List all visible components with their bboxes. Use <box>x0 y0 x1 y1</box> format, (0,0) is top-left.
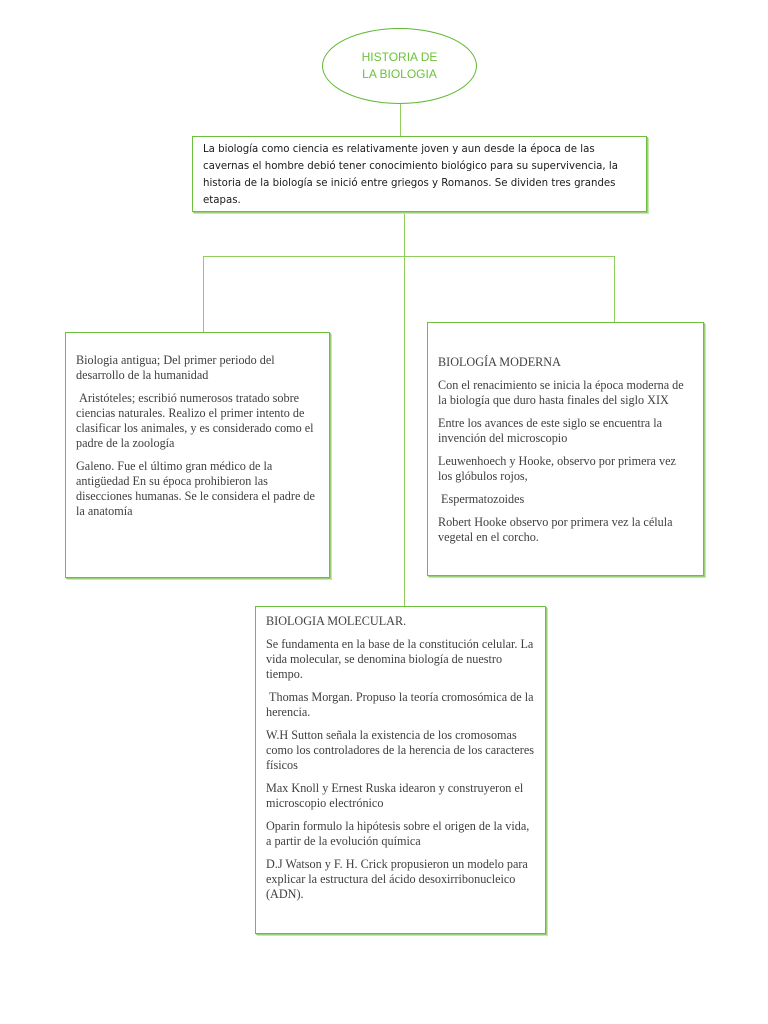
espermatozoides-text: Espermatozoides <box>438 492 525 506</box>
molecular-biology-node <box>255 606 546 934</box>
modern-biology-node <box>427 322 704 576</box>
intro-text: La biología como ciencia es relativamente joven y aun desde la época de las cavernas el hombre debió tener conocimiento biológico para su supervivencia, la historia de la biología se inició entre griegos y Romanos. Se dividen tres grandes etapas. <box>203 144 618 206</box>
title-node <box>322 28 477 104</box>
sutton-text: W.H Sutton señala la existencia de los cromosomas como los controladores de la herencia de los caracteres físicos <box>266 728 535 772</box>
connector-title-to-intro <box>400 104 401 136</box>
galeno-text: Galeno. Fue el último gran médico de la antigüedad En su época prohibieron las disecciones humanas. Se le considera el padre de la anatomía <box>76 459 315 518</box>
ancient-biology-heading: Biologia antigua; Del primer periodo del desarrollo de la humanidad <box>76 353 275 382</box>
connector-branch-left <box>203 256 204 332</box>
microscopio-text: Entre los avances de este siglo se encuentra la invención del microscopio <box>438 416 663 445</box>
watson-crick-text: D.J Watson y F. H. Crick propusieron un modelo para explicar la estructura del ácido desoxirribonucleico (ADN). <box>266 857 528 901</box>
intro-node <box>192 136 647 212</box>
oparin-text: Oparin formulo la hipótesis sobre el origen de la vida, a partir de la evolución química <box>266 819 530 848</box>
knoll-ruska-text: Max Knoll y Ernest Ruska idearon y construyeron el microscopio electrónico <box>266 781 524 810</box>
connector-branch-right <box>614 256 615 322</box>
title-line-2: LA BIOLOGIA <box>362 67 437 81</box>
robert-hooke-text: Robert Hooke observo por primera vez la célula vegetal en el corcho. <box>438 515 673 544</box>
connector-branch-horizontal <box>203 256 614 257</box>
aristoteles-text: Aristóteles; escribió numerosos tratado sobre ciencias naturales. Realizo el primer intento de clasificar los animales, y es considerado como el padre de la zoología <box>76 391 317 450</box>
thomas-morgan-text: Thomas Morgan. Propuso la teoría cromosómica de la herencia. <box>266 690 537 719</box>
ancient-biology-node <box>65 332 330 578</box>
title-line-1: HISTORIA DE <box>361 50 438 64</box>
modern-biology-heading: BIOLOGÍA MODERNA <box>438 355 561 369</box>
leuwenhoech-text: Leuwenhoech y Hooke, observo por primera vez los glóbulos rojos, <box>438 454 676 483</box>
constitucion-celular-text: Se fundamenta en la base de la constitución celular. La vida molecular, se denomina biología de nuestro tiempo. <box>266 637 534 681</box>
connector-intro-to-bottom <box>404 212 405 606</box>
molecular-biology-heading: BIOLOGIA MOLECULAR. <box>266 614 407 628</box>
renacimiento-text: Con el renacimiento se inicia la época moderna de la biología que duro hasta finales del siglo XIX <box>438 378 684 407</box>
